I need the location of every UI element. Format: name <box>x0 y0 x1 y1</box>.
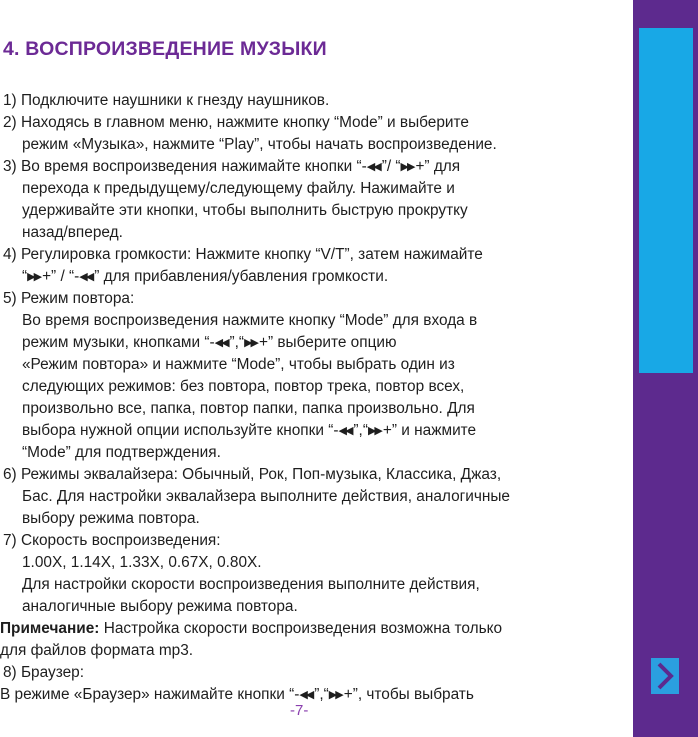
text-line: 5) Режим повтора: <box>3 290 135 307</box>
text-line: 8) Браузер: <box>3 664 84 681</box>
text-line: 1.00X, 1.14X, 1.33X, 0.67X, 0.80X. <box>22 554 262 571</box>
prev-icon: ◀◀ <box>366 161 380 173</box>
next-icon: ▶▶ <box>27 271 41 283</box>
prev-icon: ◀◀ <box>338 425 352 437</box>
text-line: 3) Во время воспроизведения нажимайте кнопки “-◀◀ ”/ “▶▶ +” для <box>3 158 461 175</box>
text-line: 2) Находясь в главном меню, нажмите кнопку “Mode” и выберите <box>3 114 469 131</box>
chevron-right-icon <box>655 661 675 691</box>
text-line: режим «Музыка», нажмите “Play”, чтобы начать воспроизведение. <box>22 136 497 153</box>
text-line: В режиме «Браузер» нажимайте кнопки “-◀◀ ”,“▶▶ +”, чтобы выбрать <box>0 686 474 703</box>
text-line: 1) Подключите наушники к гнезду наушников. <box>3 92 330 109</box>
text-line: аналогичные выбору режима повтора. <box>22 598 298 615</box>
next-page-button[interactable] <box>651 658 679 694</box>
page-number: -7- <box>290 702 309 719</box>
next-icon: ▶▶ <box>367 425 381 437</box>
text-line: следующих режимов: без повтора, повтор трека, повтор всех, <box>22 378 465 395</box>
text-line: “Mode” для подтверждения. <box>22 444 221 461</box>
text-line: Для настройки скорости воспроизведения выполните действия, <box>22 576 480 593</box>
prev-icon: ◀◀ <box>79 271 93 283</box>
text-line: назад/вперед. <box>22 224 123 241</box>
prev-icon: ◀◀ <box>299 689 313 701</box>
text-line: 6) Режимы эквалайзера: Обычный, Рок, Поп-музыка, Классика, Джаз, <box>3 466 502 483</box>
text-line: режим музыки, кнопками “-◀◀ ”,“▶▶ +” выберите опцию <box>22 334 397 351</box>
section-title: 4. ВОСПРОИЗВЕДЕНИЕ МУЗЫКИ <box>3 38 327 60</box>
text-line: “▶▶ +” / “-◀◀ ” для прибавления/убавления громкости. <box>22 268 389 285</box>
text-line: 4) Регулировка громкости: Нажмите кнопку “V/T”, затем нажимайте <box>3 246 483 263</box>
sidebar-accent <box>639 28 693 373</box>
next-icon: ▶▶ <box>400 161 414 173</box>
sidebar-tab <box>633 0 698 737</box>
text-line: выбору режима повтора. <box>22 510 200 527</box>
text-line: перехода к предыдущему/следующему файлу. Нажимайте и <box>22 180 455 197</box>
text-line: произвольно все, папка, повтор папки, папка произвольно. Для <box>22 400 475 417</box>
text-line: «Режим повтора» и нажмите “Mode”, чтобы выбрать один из <box>22 356 455 373</box>
text-line: 7) Скорость воспроизведения: <box>3 532 221 549</box>
next-icon: ▶▶ <box>244 337 257 349</box>
text-line: Во время воспроизведения нажмите кнопку “Mode” для входа в <box>22 312 478 329</box>
text-line: выбора нужной опции используйте кнопки “-◀◀ ”,“▶▶ +” и нажмите <box>22 422 477 439</box>
text-line: Бас. Для настройки эквалайзера выполните действия, аналогичные <box>22 488 510 505</box>
prev-icon: ◀◀ <box>214 337 228 349</box>
note-line: Примечание: Настройка скорости воспроизведения возможна только <box>0 620 503 637</box>
text-line: для файлов формата mp3. <box>0 642 194 659</box>
note-label: Примечание: <box>0 620 100 637</box>
next-icon: ▶▶ <box>328 689 342 701</box>
text-line: удерживайте эти кнопки, чтобы выполнить быструю прокрутку <box>22 202 468 219</box>
